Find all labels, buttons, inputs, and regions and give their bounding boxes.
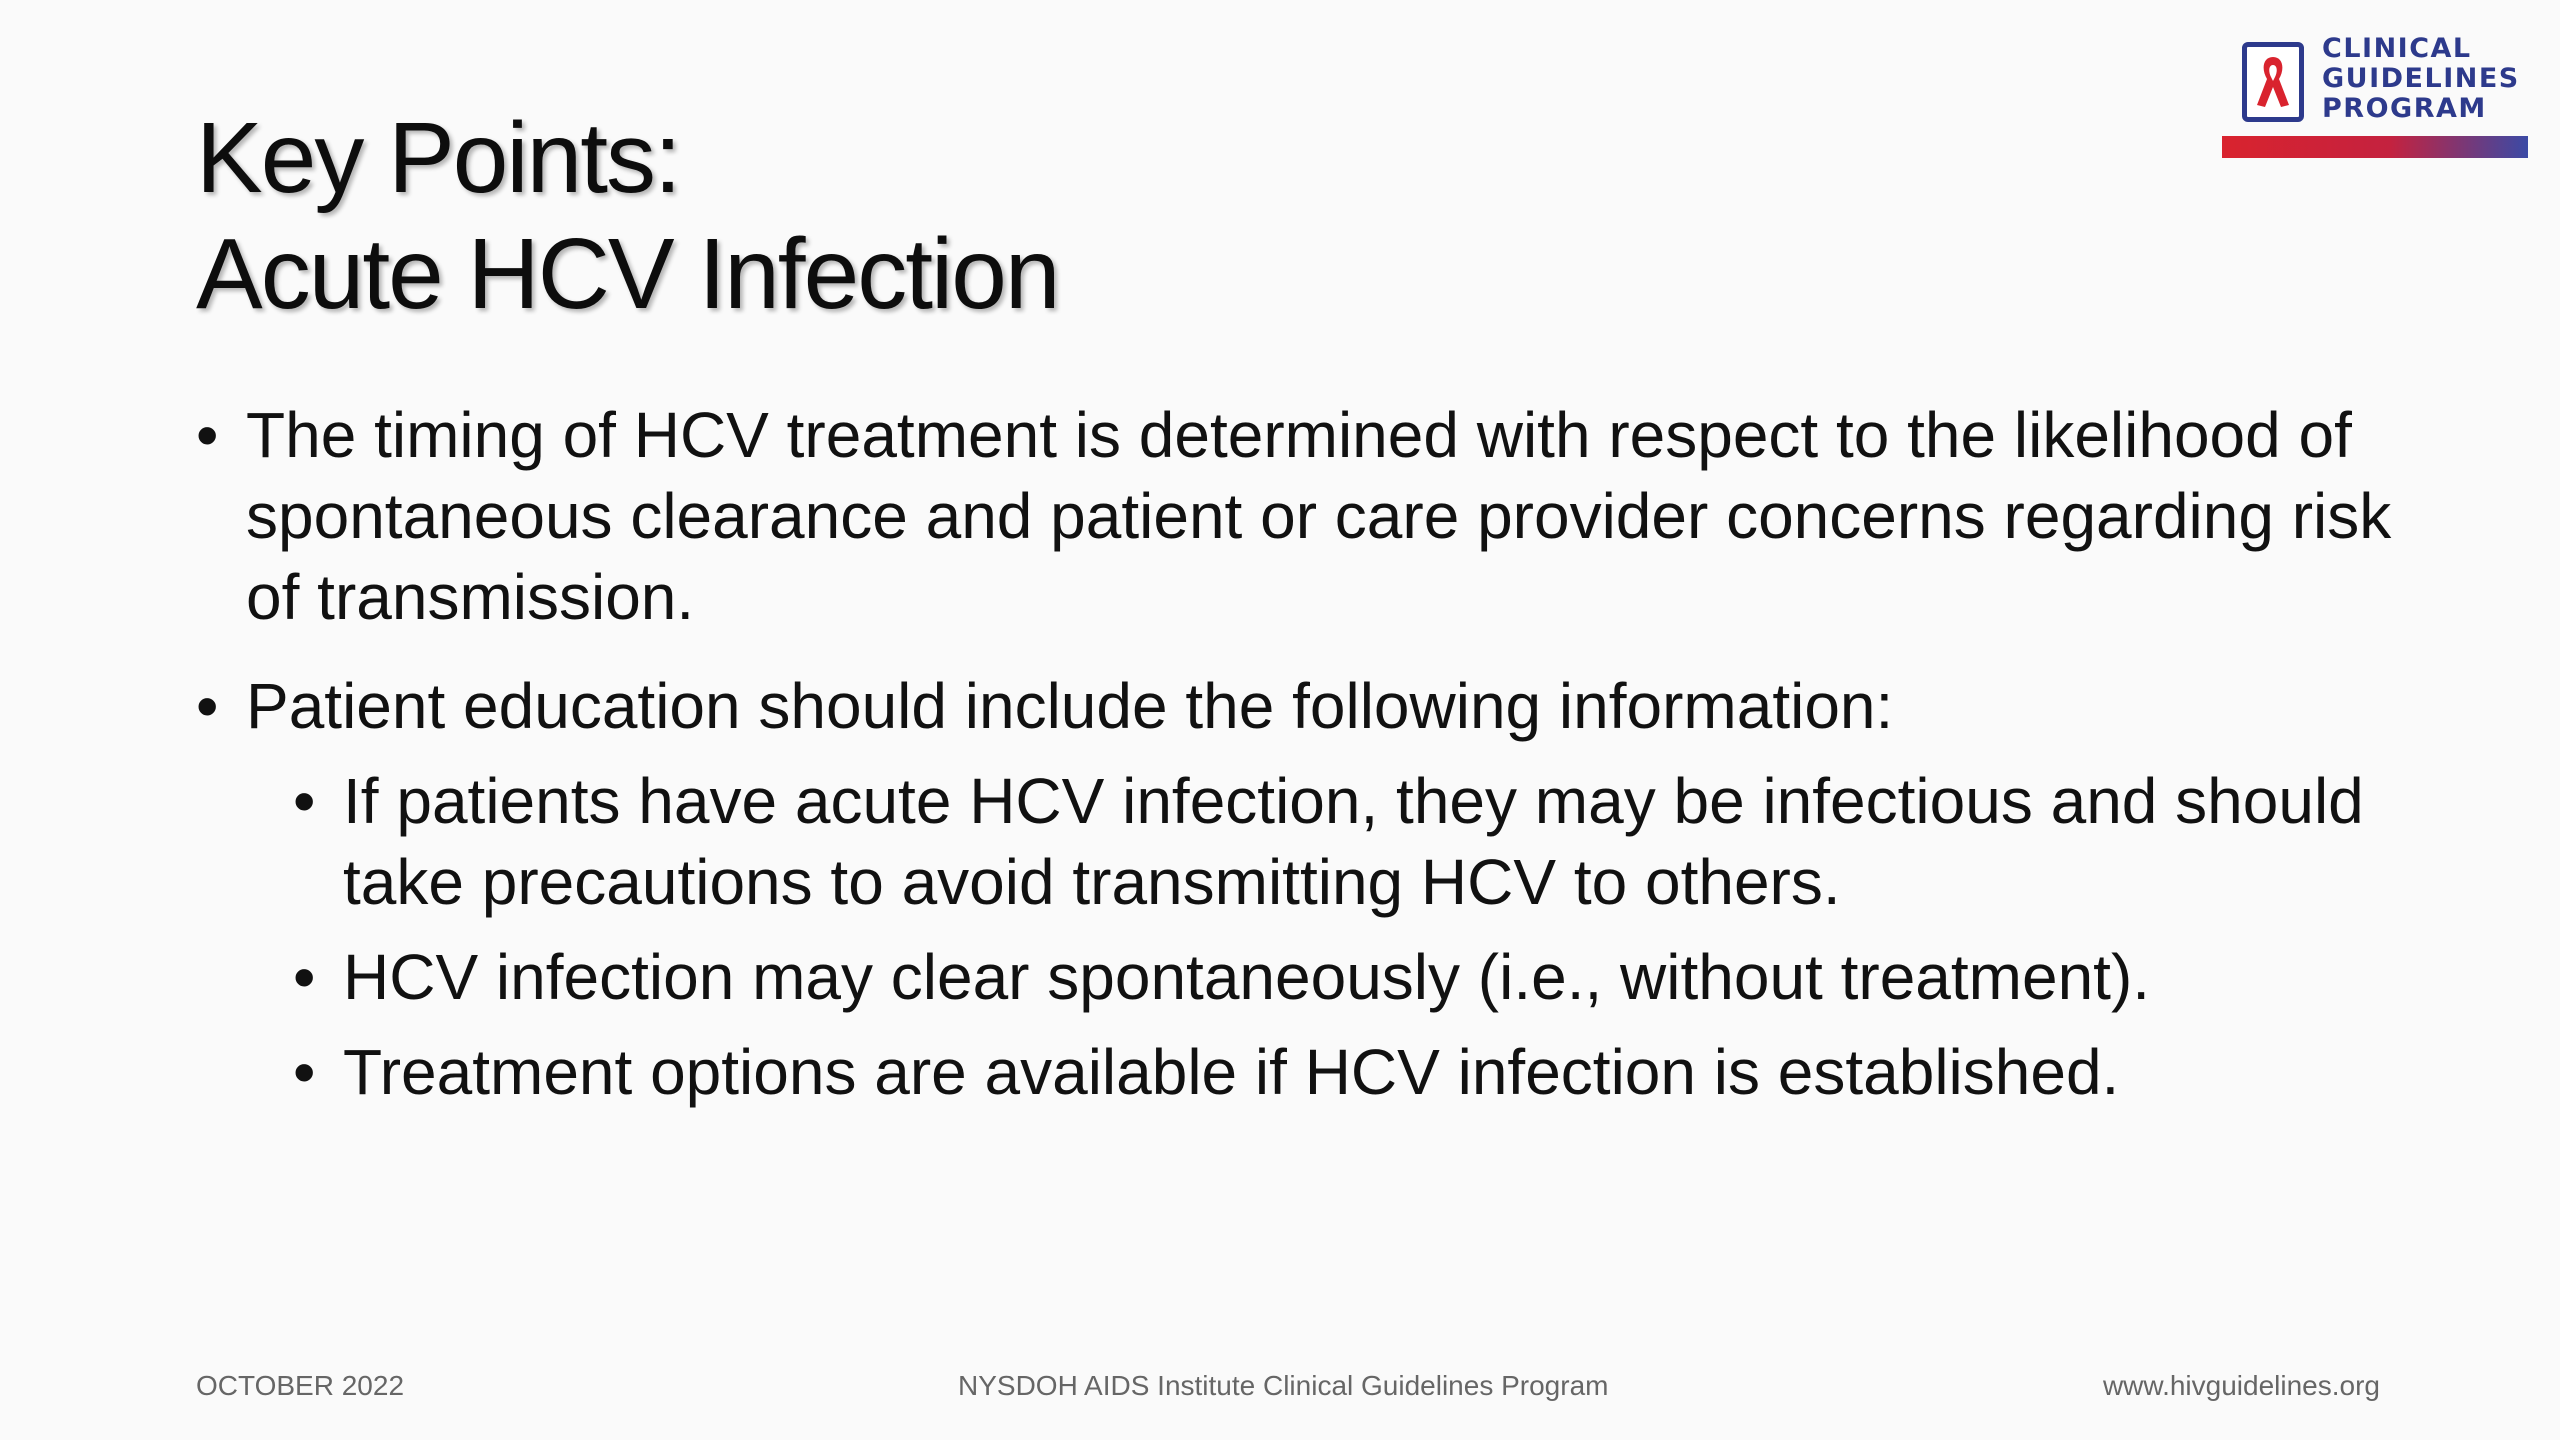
bullet-patient-education <box>196 666 2426 747</box>
bullet-text: The timing of HCV treatment is determined with respect to the likelihood of spontaneous clearance and patient or care provider concerns regarding risk of transmission. <box>246 399 2392 633</box>
bullet-timing <box>196 395 2426 638</box>
red-ribbon-icon <box>2242 42 2304 122</box>
footer-date: OCTOBER 2022 <box>196 1370 405 1401</box>
title-line-2: Acute HCV Infection <box>196 218 1059 330</box>
footer-program: NYSDOH AIDS Institute Clinical Guidelines Program <box>958 1370 1609 1401</box>
footer-website: www.hivguidelines.org <box>2102 1370 2380 1401</box>
logo-line-2: GUIDELINES <box>2322 63 2520 94</box>
subbullet-infectious <box>293 761 2426 923</box>
slide-body <box>196 395 2426 1113</box>
logo-line-1: CLINICAL <box>2322 33 2472 64</box>
clinical-guidelines-program-logo <box>2222 34 2530 164</box>
slide-title <box>196 100 1058 332</box>
subbullet-text: Treatment options are available if HCV infection is established. <box>343 1036 2120 1108</box>
subbullet-text: If patients have acute HCV infection, they may be infectious and should take precautions to avoid transmitting HCV to others. <box>343 765 2364 918</box>
subbullet-treatment-options <box>293 1032 2426 1113</box>
subbullet-text: HCV infection may clear spontaneously (i.e., without treatment). <box>343 941 2151 1013</box>
logo-wordmark <box>2322 34 2520 124</box>
bullet-text: Patient education should include the following information: <box>246 670 1894 742</box>
subbullet-spontaneous-clearance <box>293 937 2426 1018</box>
logo-tagline-bar <box>2222 136 2528 158</box>
title-line-1: Key Points: <box>196 102 680 214</box>
logo-line-3: PROGRAM <box>2322 93 2487 124</box>
